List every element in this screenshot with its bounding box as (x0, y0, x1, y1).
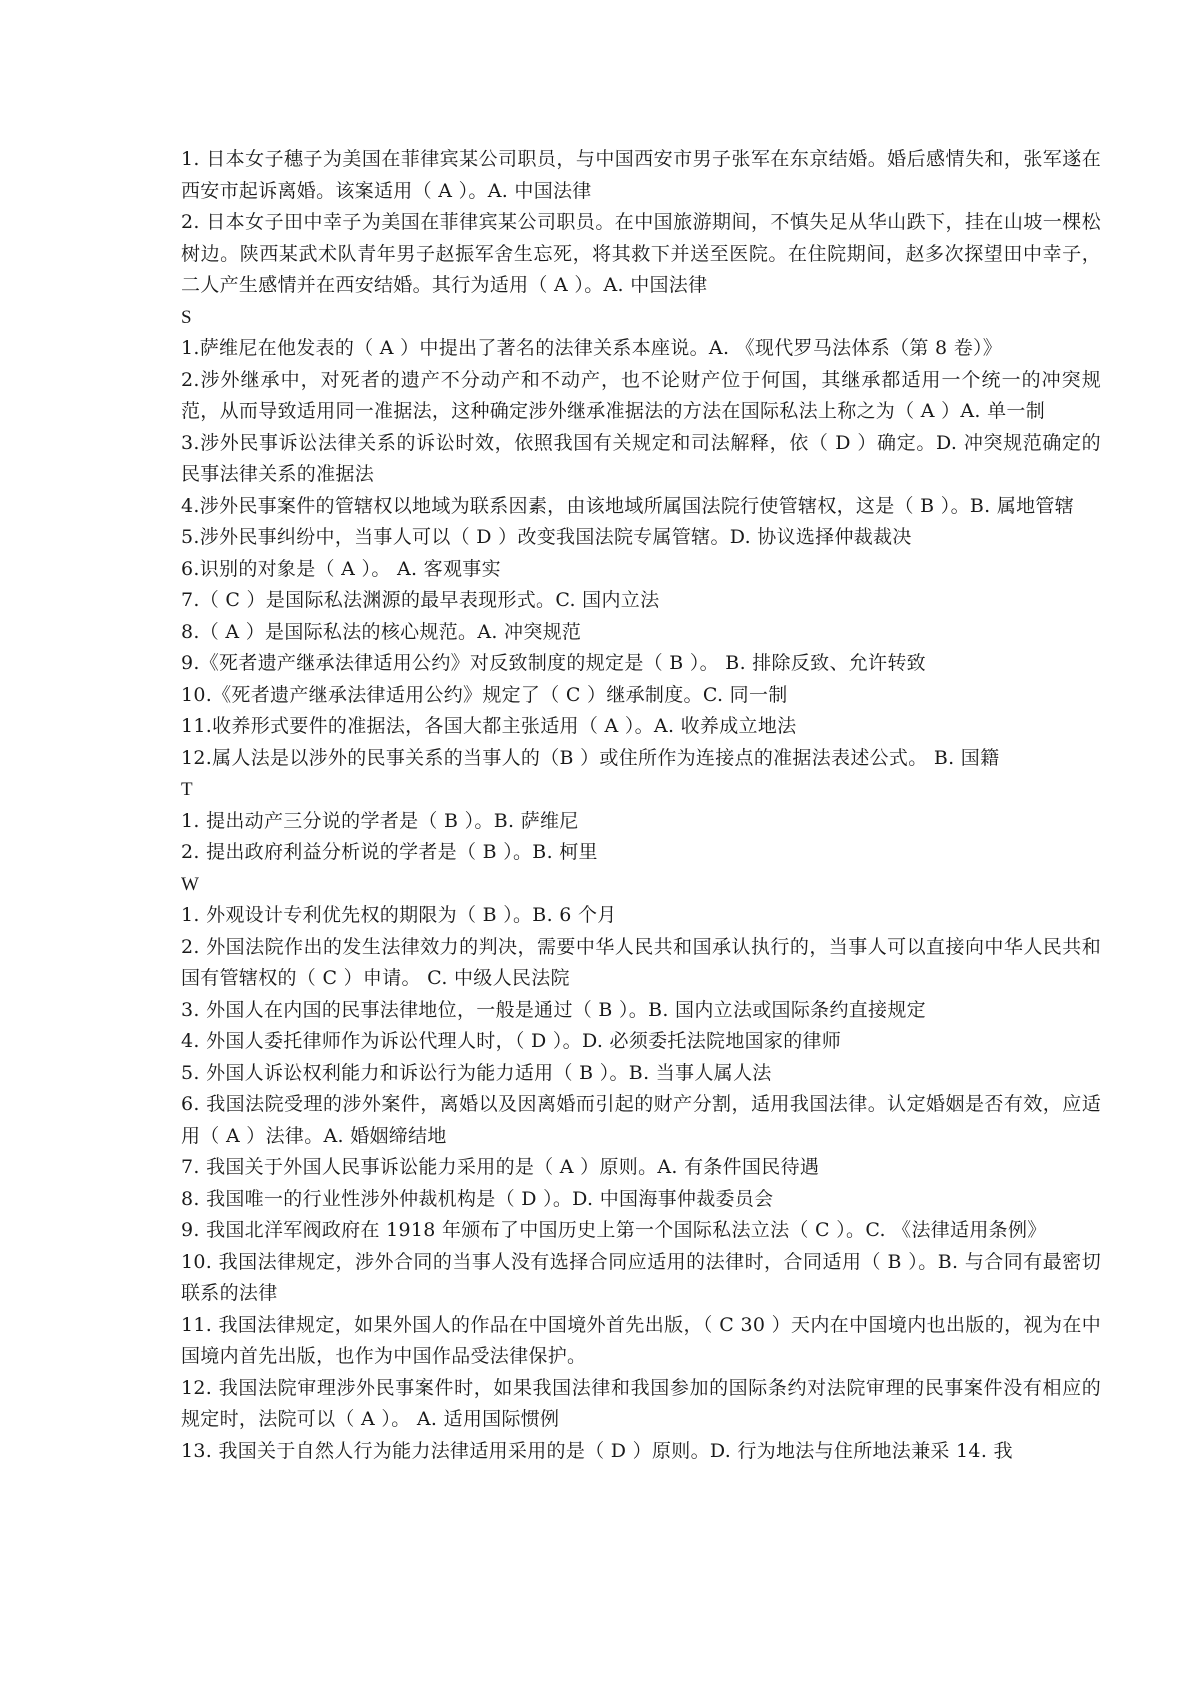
question-paragraph: 9. 我国北洋军阀政府在 1918 年颁布了中国历史上第一个国际私法立法（ C ）。C. 《法律适用条例》 (181, 1219, 1047, 1241)
question-paragraph: 12. 我国法院审理涉外民事案件时，如果我国法律和我国参加的国际条约对法院审理的民事案件没有相应的规定时，法院可以（ A ）。 A. 适用国际惯例 (181, 1376, 1101, 1430)
question-paragraph: 8. 我国唯一的行业性涉外仲裁机构是（ D ）。D. 中国海事仲裁委员会 (181, 1187, 774, 1210)
section-heading: S (181, 306, 192, 328)
question-paragraph: 6. 我国法院受理的涉外案件，离婚以及因离婚而引起的财产分割，适用我国法律。认定婚姻是否有效，应适用（ A ）法律。A. 婚姻缔结地 (181, 1093, 1101, 1147)
question-paragraph: 5. 外国人诉讼权利能力和诉讼行为能力适用（ B ）。B. 当事人属人法 (181, 1061, 772, 1084)
question-paragraph: 1. 日本女子穗子为美国在菲律宾某公司职员，与中国西安市男子张军在东京结婚。婚后感情失和，张军遂在西安市起诉离婚。该案适用（ A ）。A. 中国法律 (181, 148, 1101, 202)
question-paragraph: 10. 我国法律规定，涉外合同的当事人没有选择合同应适用的法律时，合同适用（ B ）。B. 与合同有最密切联系的法律 (181, 1250, 1101, 1304)
document-page (181, 144, 1101, 1467)
question-paragraph: 2. 外国法院作出的发生法律效力的判决，需要中华人民共和国承认执行的，当事人可以直接向中华人民共和国有管辖权的（ C ）申请。 C. 中级人民法院 (181, 935, 1101, 989)
question-paragraph: 11. 我国法律规定，如果外国人的作品在中国境外首先出版，（ C 30 ）天内在中国境内也出版的，视为在中国境内首先出版，也作为中国作品受法律保护。 (181, 1313, 1101, 1367)
question-paragraph: 11.收养形式要件的准据法，各国大都主张适用（ A ）。A. 收养成立地法 (181, 715, 797, 737)
question-paragraph: 5.涉外民事纠纷中，当事人可以（ D ）改变我国法院专属管辖。D. 协议选择仲裁裁决 (181, 526, 912, 548)
question-paragraph: 2. 提出政府利益分析说的学者是（ B ）。B. 柯里 (181, 841, 598, 863)
question-paragraph: 8.（ A ）是国际私法的核心规范。A. 冲突规范 (181, 620, 582, 643)
question-paragraph: 7. 我国关于外国人民事诉讼能力采用的是（ A ）原则。A. 有条件国民待遇 (181, 1156, 820, 1178)
question-paragraph: 1.萨维尼在他发表的（ A ）中提出了著名的法律关系本座说。A. 《现代罗马法体系（第 8 卷）》 (181, 337, 1003, 359)
question-paragraph: 3. 外国人在内国的民事法律地位，一般是通过（ B ）。B. 国内立法或国际条约直接规定 (181, 998, 926, 1021)
question-paragraph: 3.涉外民事诉讼法律关系的诉讼时效，依照我国有关规定和司法解释，依（ D ）确定。D. 冲突规范确定的民事法律关系的准据法 (181, 431, 1101, 485)
question-paragraph: 12.属人法是以涉外的民事关系的当事人的（B ）或住所作为连接点的准据法表述公式。 B. 国籍 (181, 746, 1000, 769)
question-paragraph: 2. 日本女子田中幸子为美国在菲律宾某公司职员。在中国旅游期间，不慎失足从华山跌下，挂在山坡一棵松树边。陕西某武术队青年男子赵振军舍生忘死，将其救下并送至医院。在住院期间，赵多次探望田中幸子，二人产生感情并在西安结婚。其行为适用（ A ）。A. 中国法律 (181, 211, 1101, 296)
question-paragraph: 7.（ C ）是国际私法渊源的最早表现形式。C. 国内立法 (181, 589, 660, 611)
question-paragraph: 2.涉外继承中，对死者的遗产不分动产和不动产，也不论财产位于何国，其继承都适用一个统一的冲突规范，从而导致适用同一准据法，这种确定涉外继承准据法的方法在国际私法上称之为（ A ）A. 单一制 (181, 368, 1101, 422)
question-paragraph: 4.涉外民事案件的管辖权以地域为联系因素，由该地域所属国法院行使管辖权，这是（ B ）。B. 属地管辖 (181, 494, 1075, 517)
question-paragraph: 4. 外国人委托律师作为诉讼代理人时，（ D ）。D. 必须委托法院地国家的律师 (181, 1030, 842, 1052)
question-paragraph: 6.识别的对象是（ A ）。 A. 客观事实 (181, 557, 501, 580)
section-heading: W (181, 873, 200, 895)
question-paragraph: 9.《死者遗产继承法律适用公约》对反致制度的规定是（ B ）。 B. 排除反致、允许转致 (181, 652, 926, 674)
section-heading: T (181, 779, 193, 800)
question-paragraph: 1. 提出动产三分说的学者是（ B ）。B. 萨维尼 (181, 809, 579, 832)
question-paragraph: 13. 我国关于自然人行为能力法律适用采用的是（ D ）原则。D. 行为地法与住所地法兼采 14. 我 (181, 1439, 1013, 1462)
question-paragraph: 10.《死者遗产继承法律适用公约》规定了（ C ）继承制度。C. 同一制 (181, 683, 788, 706)
question-paragraph: 1. 外观设计专利优先权的期限为（ B ）。B. 6 个月 (181, 904, 617, 926)
